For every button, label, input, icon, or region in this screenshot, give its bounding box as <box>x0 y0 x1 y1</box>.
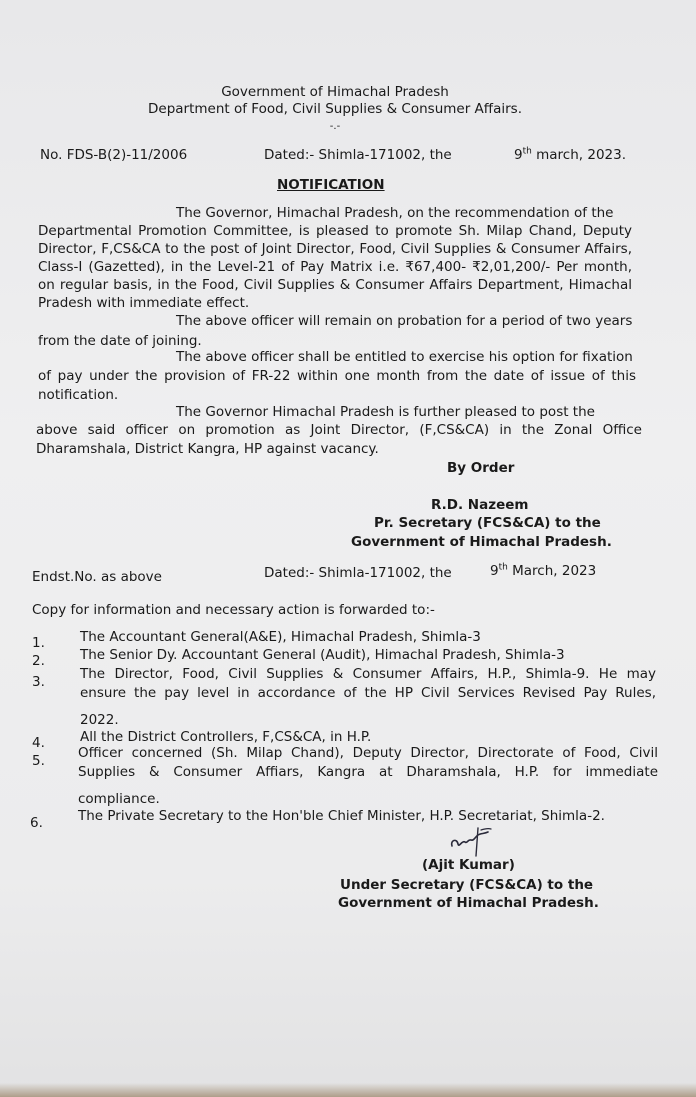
endorsement-dated: Dated:- Shimla-171002, the <box>264 565 452 581</box>
copy-item-text: 2022. <box>80 712 119 728</box>
body-p4-line3: Dharamshala, District Kangra, HP against vacancy. <box>36 441 379 457</box>
signatory2-org: Government of Himachal Pradesh. <box>338 895 599 911</box>
signatory1-designation: Pr. Secretary (FCS&CA) to the <box>374 515 601 531</box>
copy-item-number: 5. <box>32 753 45 769</box>
copy-item-number: 6. <box>30 815 43 831</box>
copy-item-text: ensure the pay level in accordance of the HP Civil Services Revised Pay Rules, <box>80 685 656 701</box>
header-government: Government of Himachal Pradesh <box>221 84 449 100</box>
copy-item-text: The Senior Dy. Accountant General (Audit), Himachal Pradesh, Shimla-3 <box>80 647 565 663</box>
body-p1-line3: Director, F,CS&CA to the post of Joint Director, Food, Civil Supplies & Consumer Affairs, <box>38 241 632 257</box>
copy-item-text: Officer concerned (Sh. Milap Chand), Deputy Director, Directorate of Food, Civil <box>78 745 658 761</box>
body-p1-line5: on regular basis, in the Food, Civil Supplies & Consumer Affairs Department, Himachal <box>38 277 632 293</box>
copy-item-number: 4. <box>32 735 45 751</box>
copy-intro: Copy for information and necessary action is forwarded to:- <box>32 602 435 618</box>
signatory1-org: Government of Himachal Pradesh. <box>351 534 612 550</box>
copy-item-text: Supplies & Consumer Affiars, Kangra at Dharamshala, H.P. for immediate <box>78 764 658 780</box>
body-p3-line1: The above officer shall be entitled to exercise his option for fixation <box>176 349 633 365</box>
page-bottom-edge <box>0 1083 696 1097</box>
body-p3-line3: notification. <box>38 387 119 403</box>
body-p3-line2: of pay under the provision of FR-22 within one month from the date of issue of this <box>38 368 636 384</box>
notification-title: NOTIFICATION <box>277 177 385 193</box>
header-mark: -.- <box>329 121 341 132</box>
endorsement-number: Endst.No. as above <box>32 569 162 585</box>
body-p4-line2: above said officer on promotion as Joint Director, (F,CS&CA) in the Zonal Office <box>36 422 642 438</box>
reference-number: No. FDS-B(2)-11/2006 <box>40 147 188 163</box>
body-p4-line1: The Governor Himachal Pradesh is further pleased to post the <box>176 404 595 420</box>
copy-item-number: 3. <box>32 674 45 690</box>
body-p1-line1: The Governor, Himachal Pradesh, on the recommendation of the <box>176 205 614 221</box>
body-p2-line1: The above officer will remain on probation for a period of two years <box>176 313 633 329</box>
copy-item-text: The Accountant General(A&E), Himachal Pradesh, Shimla-3 <box>80 629 481 645</box>
copy-item-text: The Director, Food, Civil Supplies & Consumer Affairs, H.P., Shimla-9. He may <box>80 666 656 682</box>
signatory1-name: R.D. Nazeem <box>431 497 529 513</box>
by-order: By Order <box>447 460 515 476</box>
signatory2-designation: Under Secretary (FCS&CA) to the <box>340 877 594 893</box>
copy-item-text: All the District Controllers, F,CS&CA, in H.P. <box>80 729 372 745</box>
copy-item-number: 2. <box>32 653 45 669</box>
body-p2-line2: from the date of joining. <box>38 333 202 349</box>
handwritten-signature <box>448 820 494 860</box>
body-p1-line2: Departmental Promotion Committee, is pleased to promote Sh. Milap Chand, Deputy <box>38 223 632 239</box>
body-p1-line4: Class-I (Gazetted), in the Level-21 of Pay Matrix i.e. ₹67,400- ₹2,01,200/- Per month, <box>38 259 632 275</box>
copy-item-number: 1. <box>32 635 45 651</box>
header-department: Department of Food, Civil Supplies & Consumer Affairs. <box>148 101 522 117</box>
reference-date: 9th march, 2023. <box>514 146 627 163</box>
signatory2-name: (Ajit Kumar) <box>422 857 515 873</box>
copy-item-text: The Private Secretary to the Hon'ble Chief Minister, H.P. Secretariat, Shimla-2. <box>78 808 605 824</box>
endorsement-date: 9th March, 2023 <box>490 562 597 579</box>
body-p1-line6: Pradesh with immediate effect. <box>38 295 250 311</box>
copy-item-text: compliance. <box>78 791 160 807</box>
reference-dated: Dated:- Shimla-171002, the <box>264 147 452 163</box>
